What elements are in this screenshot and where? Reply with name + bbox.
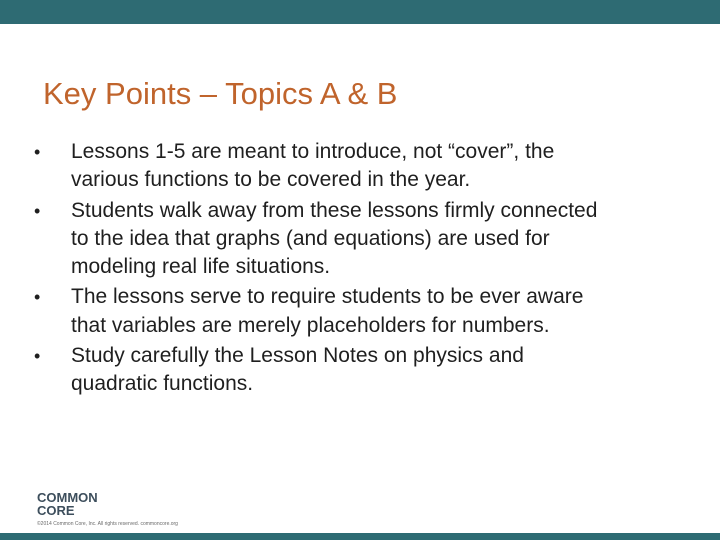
- bullet-marker: •: [34, 287, 41, 308]
- logo-line-1: COMMON: [37, 490, 98, 505]
- bottom-accent-bar: [0, 533, 720, 540]
- bullet-marker: •: [34, 346, 41, 367]
- bullet-list: [34, 138, 694, 401]
- bullet-text-line: that variables are merely placeholders for numbers.: [71, 313, 550, 337]
- bullet-text-line: Lessons 1-5 are meant to introduce, not “cover”, the: [71, 140, 555, 163]
- common-core-logo: [37, 491, 117, 521]
- bullet-item: [34, 197, 694, 282]
- bullet-marker: •: [34, 142, 41, 162]
- bullet-text-line: modeling real life situations.: [71, 255, 331, 279]
- bullet-item: [34, 283, 694, 340]
- bullet-text-line: to the idea that graphs (and equations) are used for: [71, 226, 550, 250]
- bullet-text-line: quadratic functions.: [71, 372, 254, 396]
- bullet-item: [34, 138, 694, 195]
- bullet-text-line: The lessons serve to require students to be ever aware: [71, 285, 584, 309]
- top-accent-bar: [0, 0, 720, 24]
- bullet-text-line: Students walk away from these lessons firmly connected: [71, 198, 598, 222]
- logo-line-2: CORE: [37, 503, 75, 518]
- bullet-text-line: Study carefully the Lesson Notes on physics and: [71, 344, 524, 368]
- bullet-item: [34, 342, 694, 399]
- bullet-text-line: various functions to be covered in the year.: [71, 168, 471, 192]
- bullet-marker: •: [34, 200, 41, 221]
- copyright-footer: ©2014 Common Core, Inc. All rights reserved. commoncore.org: [37, 521, 178, 527]
- slide-title: Key Points – Topics A & B: [43, 76, 398, 111]
